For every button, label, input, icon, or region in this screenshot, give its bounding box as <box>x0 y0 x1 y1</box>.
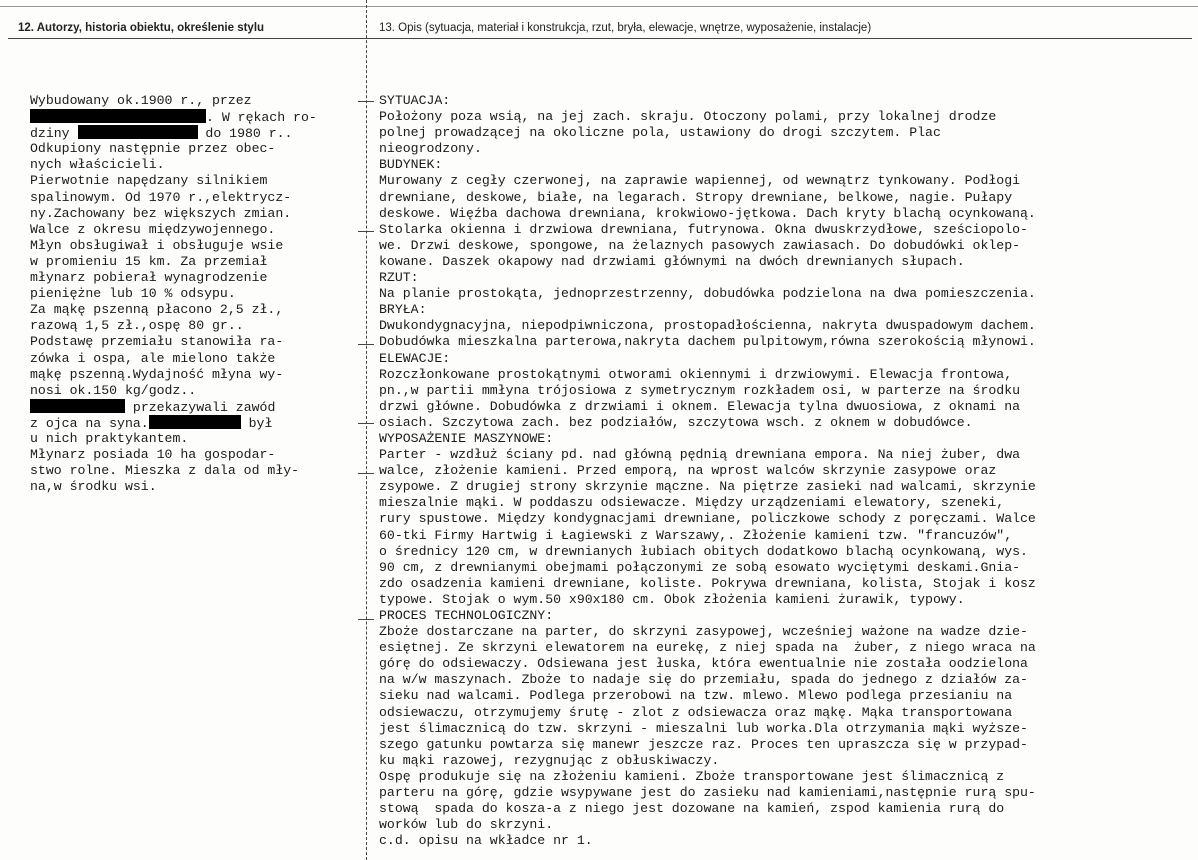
section-12-header: 12. Autorzy, historia obiektu, określenie stylu <box>18 22 265 34</box>
description-line: ELEWACJE: <box>379 350 451 366</box>
description-text <box>379 93 1179 849</box>
history-line: Walce z okresu międzywojennego. <box>30 221 276 237</box>
history-line: młynarz pobierał wynagrodzenie <box>30 270 268 286</box>
description-line: Na planie prostokąta, jednoprzestrzenny, dobudówka podzielona na dwa pomieszczenia. <box>379 286 1036 302</box>
description-line: 60-tki Firmy Hartwig i Łagiewski z Warszawy,. Złożenie kamieni tzw. "francuzów", <box>379 527 1013 543</box>
description-line: Parter - wzdłuż ściany pd. nad główną pędnią drewniana empora. Na niej żuber, dwa <box>379 447 1021 463</box>
redaction-bar <box>78 125 198 139</box>
description-line: RZUT: <box>379 270 419 286</box>
description-line: nieogrodzony. <box>379 141 482 157</box>
description-line: rury spustowe. Między kondygnacjami drewniane, policzkowe schody z poręczami. Walce <box>379 511 1036 527</box>
description-line: drewniane, deskowe, białe, na legarach. Stropy drewniane, belkowe, nagie. Pułapy <box>379 189 1013 205</box>
description-line: zdo osadzenia kamieni drewniane, koliste. Pokrywa drewniana, kolista, Stojak i kosz <box>379 575 1036 591</box>
section-13-header: 13. Opis (sytuacja, materiał i konstrukcja, rzut, bryła, elewacje, wnętrze, wyposażenie, instalacje) <box>379 22 872 34</box>
description-line: stową spada do kosza-a z niego jest dozowane na kamień, zspod kamienia rurą do <box>379 801 1005 817</box>
history-line: Wybudowany ok.1900 r., przez <box>30 93 252 108</box>
description-line: c.d. opisu na wkładce nr 1. <box>379 833 593 849</box>
description-line: odsiewaczu, otrzymujemy śrutę - zlot z odsiewacza oraz mąkę. Mąka transportowana <box>379 704 1013 720</box>
redaction-bar <box>30 399 125 413</box>
description-line: zsypowe. Z drugiej strony skrzynie mączne. Na piętrze zasieki nad walcami, skrzynie <box>379 479 1036 495</box>
description-line: kowane. Daszek okapowy nad drzwiami głównymi na dwóch drewnianych słupach. <box>379 253 965 269</box>
history-line: Młynarz posiada 10 ha gospodar- <box>30 447 276 463</box>
history-line: nych właścicieli. <box>30 157 165 173</box>
column-divider <box>366 0 368 860</box>
description-line: ku mąki razowej, rezygnując z obłuskiwaczy. <box>379 752 720 768</box>
description-line: o średnicy 120 cm, w drewnianych łubiach obitych dodatkowo blachą ocynkowaną, wys. <box>379 543 1028 559</box>
description-line: worków lub do skrzyni. <box>379 817 554 833</box>
history-line: dziny do 1980 r.. <box>30 126 293 142</box>
description-line: parteru na górę, gdzie wsypywane jest do zasieku nad kamieniami,następnie rurą spu- <box>379 785 1036 801</box>
description-line: BRYŁA: <box>379 302 427 318</box>
redaction-bar <box>149 415 241 429</box>
description-line: pn.,w partii mmłyna trójosiowa z symetrycznym rozkładem osi, w parterze na środku <box>379 382 1021 398</box>
history-line: Podstawę przemiału stanowiła ra- <box>30 334 284 350</box>
description-line: Stolarka okienna i drzwiowa drewniana, futrynowa. Okna dwuskrzydłowe, sześciopolo- <box>379 221 1028 237</box>
history-line: Pierwotnie napędzany silnikiem <box>30 173 268 189</box>
description-line: Dwukondygnacyjna, niepodpiwniczona, prostopadłościenna, nakryta dwuspadowym dachem. <box>379 318 1036 334</box>
page-top-rule <box>0 6 1198 7</box>
description-line: górę do odsiewaczy. Odsiewana jest łuska, która ewentualnie nie została oodzielona <box>379 656 1028 672</box>
description-line: SYTUACJA: <box>379 93 451 108</box>
history-line: nosi ok.150 kg/godz.. <box>30 382 197 398</box>
description-line: BUDYNEK: <box>379 157 443 173</box>
history-line: zówka i ospa, ale mielono także <box>30 350 276 366</box>
redaction-bar <box>30 109 206 123</box>
history-line: z ojca na syna. był <box>30 415 273 431</box>
description-line: deskowe. Więźba dachowa drewniana, krokwiowo-jętkowa. Dach kryty blachą ocynkowaną. <box>379 205 1036 221</box>
history-line: razową 1,5 zł.,ospę 80 gr.. <box>30 318 244 334</box>
history-line: u nich praktykantem. <box>30 430 189 446</box>
history-line: pieniężne lub 10 % odsypu. <box>30 286 236 302</box>
history-line: przekazywali zawód <box>30 399 362 415</box>
history-line: w promieniu 15 km. Za przemiał <box>30 253 268 269</box>
history-line: . W rękach ro- <box>30 109 362 125</box>
history-line: Odkupiony następnie przez obec- <box>30 141 276 157</box>
history-line: mąkę pszenną.Wydajność młyna wy- <box>30 366 284 382</box>
description-line: 90 cm, z drewnianymi obejmami połączonymi ze sobą esowato wyciętymi deskami.Gnia- <box>379 559 1021 575</box>
description-line: typowe. Stojak o wym.50 x90x180 cm. Obok złożenia kamieni żurawik, typowy. <box>379 591 965 607</box>
description-line: polnej prowadzącej na okoliczne pola, ustawiony do drogi szczytem. Plac <box>379 125 941 141</box>
description-line: walce, złożenie kamieni. Przed emporą, na wprost walców skrzynie zasypowe oraz <box>379 463 997 479</box>
description-line: esiętnej. Ze skrzyni elewatorem na eurekę, z niej spada na żuber, z niego wraca na <box>379 640 1036 656</box>
divider-tick <box>358 619 374 620</box>
history-line: ny.Zachowany bez większych zmian. <box>30 205 292 221</box>
description-line: Zboże dostarczane na parter, do skrzyni zasypowej, wcześniej ważone na wadze dzie- <box>379 624 1028 640</box>
description-line: we. Drzwi deskowe, spongowe, na żelaznych pasowych zawiasach. Do dobudówki oklep- <box>379 237 1021 253</box>
description-line: osiach. Szczytowa zach. bez podziałów, szczytowa wsch. z oknem w dobudówce. <box>379 414 973 430</box>
description-line: Położony poza wsią, na jej zach. skraju. Otoczony polami, przy lokalnej drodze <box>379 109 997 125</box>
history-line: na,w środku wsi. <box>30 479 157 495</box>
description-line: jest ślimacznicą do tzw. skrzyni - mieszalni lub worka.Dla otrzymania mąki wyższe- <box>379 720 1028 736</box>
description-line: Dobudówka mieszkalna parterowa,nakryta dachem pulpitowym,równa szerokością młynowi. <box>379 334 1036 350</box>
header-rule <box>8 38 1192 39</box>
description-line: drzwi główne. Dobudówka z drzwiami i oknem. Elewacja tylna dwuosiowa, z oknami na <box>379 398 1021 414</box>
description-line: na w/w maszynach. Zboże to nadaje się do przemiału, spada do jednego z działów za- <box>379 672 1028 688</box>
history-text <box>30 93 362 495</box>
description-line: Ospę produkuje się na złożeniu kamieni. Zboże transportowane jest ślimacznicą z <box>379 768 1005 784</box>
description-line: sieku nad walcami. Podlega przerobowi na tzw. mlewo. Mlewo podlega przesianiu na <box>379 688 1013 704</box>
description-line: szego gatunku powtarza się manewr jeszcze raz. Proces ten upraszcza się w przypad- <box>379 736 1028 752</box>
history-line: spalinowym. Od 1970 r.,elektrycz- <box>30 189 292 205</box>
description-line: Rozczłonkowane prostokątnymi otworami okiennymi i drzwiowymi. Elewacja frontowa, <box>379 366 1013 382</box>
history-line: Młyn obsługiwał i obsługuje wsie <box>30 237 284 253</box>
description-line: mieszalnie mąki. W poddaszu odsiewacze. Między urządzeniami elewatory, szeneki, <box>379 495 1005 511</box>
description-line: WYPOSAŻENIE MASZYNOWE: <box>379 430 554 446</box>
description-line: PROCES TECHNOLOGICZNY: <box>379 608 554 623</box>
history-line: Za mąkę pszenną płacono 2,5 zł., <box>30 302 284 318</box>
history-line: stwo rolne. Mieszka z dala od mły- <box>30 463 300 479</box>
description-line: Murowany z cegły czerwonej, na zaprawie wapiennej, od wewnątrz tynkowany. Podłogi <box>379 173 1021 189</box>
